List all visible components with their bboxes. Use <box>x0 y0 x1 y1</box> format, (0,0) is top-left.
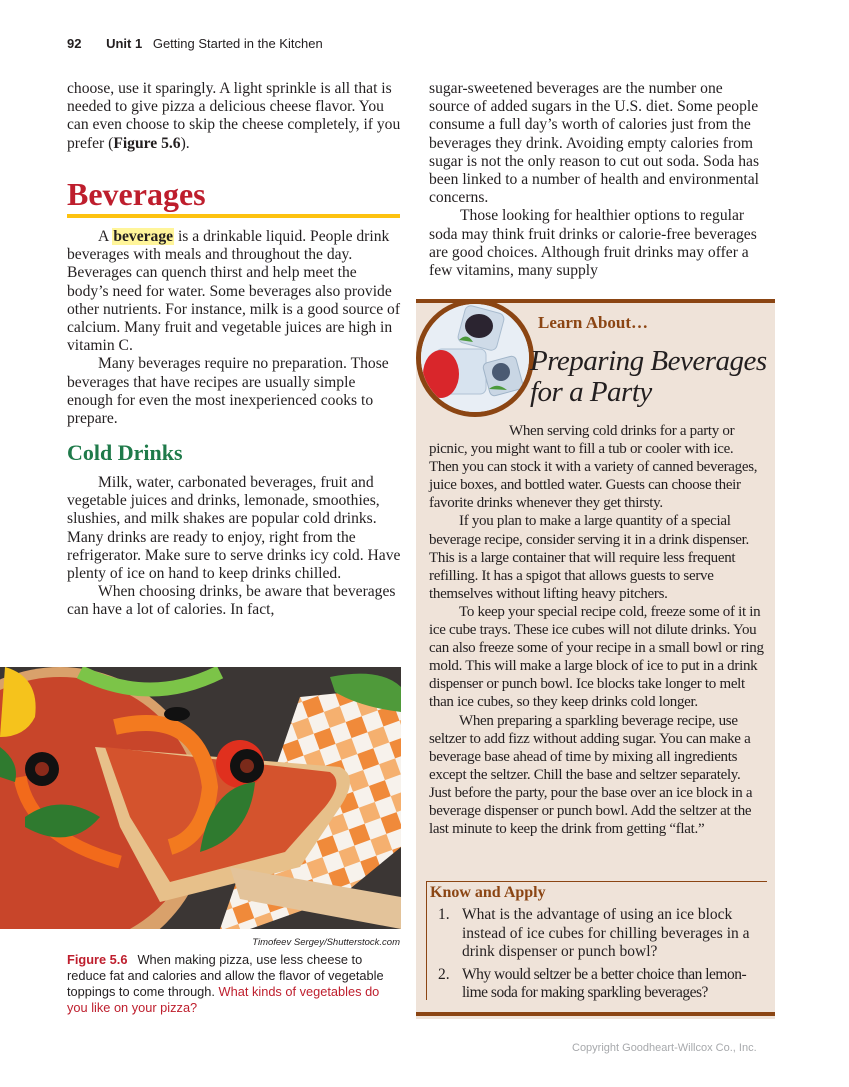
right-column-body <box>429 80 764 280</box>
section-heading: Beverages <box>67 176 206 212</box>
cold-drinks-body <box>67 474 402 620</box>
feature-paragraph-1: When serving cold drinks for a party or picnic, you might want to fill a tub or cooler with ice. Then you can stock it with a variety of canned beverages, juice boxes, and bottled water. Guests can choose their favorite drinks whenever they get thirsty. <box>429 423 758 512</box>
question-number: 1. <box>438 906 450 923</box>
cold-drinks-paragraph-1: Milk, water, carbonated beverages, fruit and vegetable juices and drinks, lemonade, smoothies, slushies, and milk shakes are popular cold drinks. Many drinks are ready to enjoy, right from the refrigerator. Make sure to serve drinks icy cold. Have plenty of ice on hand to keep drinks chilled. <box>67 474 401 583</box>
caption-question: What kinds of vegetables do you like on your pizza? <box>67 984 380 1015</box>
pizza-illustration <box>0 667 401 929</box>
preparation-paragraph: Many beverages require no preparation. Those beverages that have recipes are usually simple enough for even the most inexperienced cooks to prepare. <box>67 355 389 428</box>
photo-credit: Timofeev Sergey/Shutterstock.com <box>252 937 400 948</box>
feature-body <box>429 422 766 838</box>
ice-cubes-berries-photo <box>416 299 534 417</box>
feature-box-bottom-rule <box>416 1012 775 1016</box>
page-number: 92 <box>67 36 82 51</box>
know-and-apply-questions <box>438 906 768 1007</box>
question-number: 2. <box>438 965 450 983</box>
figure-caption <box>67 952 402 1016</box>
intro-text: choose, use it sparingly. A light sprinkle is all that is needed to give pizza a delicious cheese flavor. You can even choose to skip the cheese completely, if you prefer ( <box>67 80 401 152</box>
unit-label: Unit 1 <box>106 36 143 51</box>
chapter-title: Getting Started in the Kitchen <box>152 36 323 51</box>
left-column-intro <box>67 80 402 153</box>
question-item <box>438 906 768 962</box>
question-text: What is the advantage of using an ice block instead of ice cubes for chilling beverages in a drink dispenser or punch bowl? <box>462 906 750 960</box>
intro-text-end: ). <box>180 134 190 152</box>
sugar-paragraph: sugar-sweetened beverages are the number one source of added sugars in the U.S. diet. Some people consume a full day’s worth of calories just from the beverages they drink. Avoiding empty calories from sugar is not the only reason to cut out soda. Soda has been linked to a number of health and environmental concerns. <box>429 80 760 207</box>
feature-title-line-1: Preparing Beverages <box>530 345 767 377</box>
copyright-footer: Copyright Goodheart-Willcox Co., Inc. <box>572 1042 757 1054</box>
feature-paragraph-4: When preparing a sparkling beverage recipe, use seltzer to add fizz without adding sugar. You can make a beverage base ahead of time by mixing all ingredients except the seltzer. Chill the base and seltzer separately. Just before the party, pour the base over an ice block in a beverage dispenser or punch bowl. Add the seltzer at the last minute to keep the drink from getting “flat.” <box>429 712 753 838</box>
ice-cube-icon <box>421 304 529 412</box>
pizza-photo <box>0 667 401 929</box>
cold-drinks-paragraph-2: When choosing drinks, be aware that beverages can have a lot of calories. In fact, <box>67 583 396 619</box>
running-header <box>67 36 323 51</box>
figure-reference-link[interactable]: Figure 5.6 <box>113 134 181 152</box>
intro-paragraph <box>67 80 402 153</box>
feature-paragraph-3: To keep your special recipe cold, freeze some of it in ice cube trays. These ice cubes will not dilute drinks. You can also freeze some of your recipe in a small bowl or ring mold. This will make a large block of ice to put in a drink dispenser or punch bowl. Ice blocks take longer to melt than ice cubes, so they keep drinks cold longer. <box>429 603 764 711</box>
question-text: Why would seltzer be a better choice than lemon-lime soda for making sparkling beverages? <box>462 965 747 1001</box>
feature-paragraph-2: If you plan to make a large quantity of a special beverage recipe, consider serving it in a drink dispenser. This is a large container that will require less frequent refilling. It has a spigot that allows guests to serve themselves without lifting heavy pitchers. <box>429 513 749 602</box>
healthier-options-paragraph: Those looking for healthier options to regular soda may think fruit drinks or calorie-free beverages are good choices. Although fruit drinks may offer a few vitamins, many supply <box>429 207 757 280</box>
beverages-body <box>67 228 402 428</box>
question-item <box>438 966 768 1003</box>
feature-title-line-2: for a Party <box>530 376 652 408</box>
beverage-definition-paragraph <box>67 228 402 355</box>
text: is a drinkable liquid. People drink beverages with meals and throughout the day. Beverages can quench thirst and help meet the body’s need for water. Some beverages also provide other nutrients. For instance, milk is a good source of calcium. Many fruit and vegetable juices are high in vitamin C. <box>67 228 401 355</box>
text: A <box>98 228 113 245</box>
subheading-cold-drinks: Cold Drinks <box>67 440 183 465</box>
feature-kicker: Learn About… <box>538 313 649 332</box>
caption-text: When making pizza, use less cheese to reduce fat and calories and allow the flavor of vegetable toppings to come through. <box>67 952 384 999</box>
know-and-apply-heading: Know and Apply <box>430 884 546 901</box>
figure-label: Figure 5.6 <box>67 952 128 967</box>
feature-title <box>530 346 767 408</box>
key-term-beverage[interactable]: beverage <box>113 228 174 245</box>
heading-rule <box>67 214 400 218</box>
